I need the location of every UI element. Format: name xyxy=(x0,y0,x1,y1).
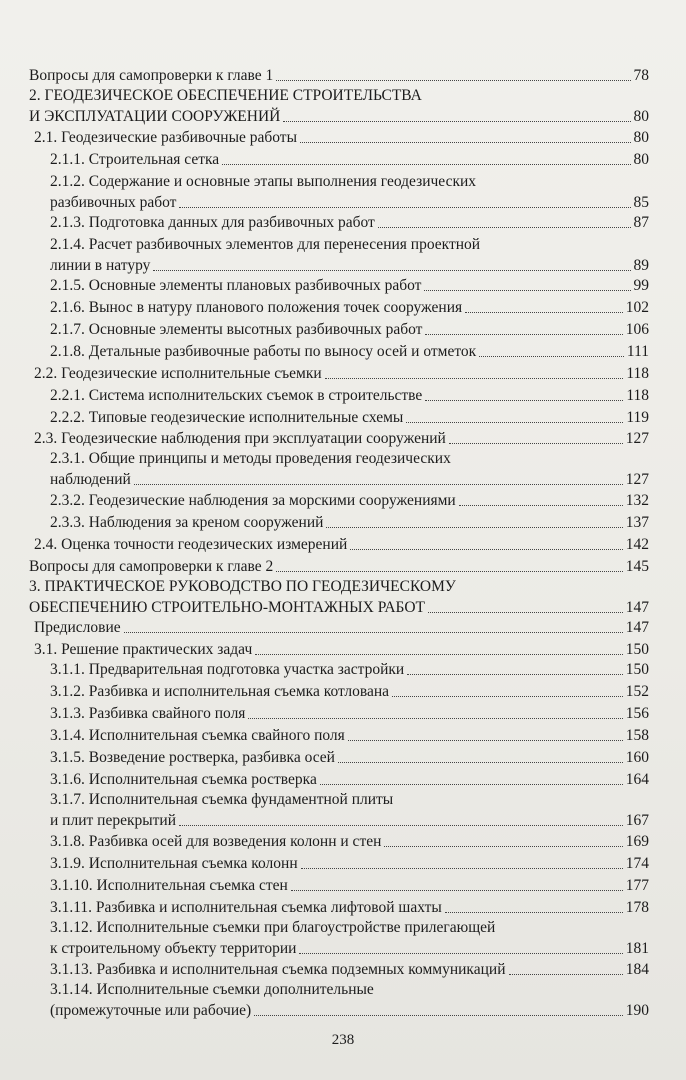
toc-entry-row xyxy=(50,513,649,532)
toc-page-number: 137 xyxy=(625,514,649,531)
toc-entry-row xyxy=(29,107,649,126)
toc-entry-title: 3.1.6. Исполнительная съемка ростверка xyxy=(50,771,317,788)
dot-leader xyxy=(320,784,623,785)
toc-page-number: 106 xyxy=(625,321,649,338)
toc-entry-row xyxy=(50,276,649,295)
toc-entry-row xyxy=(34,640,649,659)
toc-entry-title-line: 3.1.12. Исполнительные съемки при благоустройстве прилегающей xyxy=(50,919,496,936)
toc-entry-row xyxy=(50,150,649,169)
dot-leader xyxy=(384,846,622,847)
toc-entry-title: линии в натуру xyxy=(50,257,151,274)
toc-page-number: 111 xyxy=(626,343,649,360)
toc-page-number: 181 xyxy=(625,940,649,957)
dot-leader xyxy=(124,632,623,633)
dot-leader xyxy=(465,312,623,313)
toc-page-number: 118 xyxy=(626,365,649,382)
toc-entry-row xyxy=(50,298,649,317)
toc-entry-title: 2.3. Геодезические наблюдения при эксплуатации сооружений xyxy=(34,430,446,447)
toc-entry-row xyxy=(50,682,649,701)
toc-page-number: 89 xyxy=(633,257,649,274)
dot-leader xyxy=(459,505,623,506)
toc-entry-title: 3.1.5. Возведение ростверка, разбивка осей xyxy=(50,749,335,766)
toc-page-number: 152 xyxy=(625,683,649,700)
toc-entry-row xyxy=(50,342,649,361)
toc-entry-title: 3.1. Решение практических задач xyxy=(34,641,253,658)
dot-leader xyxy=(445,912,623,913)
toc-entry-row xyxy=(50,408,649,427)
toc-page-number: 85 xyxy=(633,194,649,211)
toc-entry-row xyxy=(50,386,649,405)
toc-entry-title: 3.1.2. Разбивка и исполнительная съемка котлована xyxy=(50,683,390,700)
toc-entry-title: 3.1.4. Исполнительная съемка свайного поля xyxy=(50,727,345,744)
toc-page-number: 160 xyxy=(625,749,649,766)
toc-entry-title: 3.1.11. Разбивка и исполнительная съемка лифтовой шахты xyxy=(50,899,442,916)
toc-entry-title: 3.1.10. Исполнительная съемка стен xyxy=(50,877,288,894)
dot-leader xyxy=(179,825,623,826)
toc-entry-row xyxy=(34,429,649,448)
toc-page-number: 169 xyxy=(625,833,649,850)
toc-entry-title: 2.1.8. Детальные разбивочные работы по выносу осей и отметок xyxy=(50,343,477,360)
toc-entry-row xyxy=(50,1001,649,1020)
toc-entry-row xyxy=(50,898,649,917)
dot-leader xyxy=(291,890,623,891)
dot-leader xyxy=(338,762,623,763)
dot-leader xyxy=(428,612,623,613)
dot-leader xyxy=(406,422,623,423)
dot-leader xyxy=(283,121,630,122)
toc-entry-title: 2.1.5. Основные элементы плановых разбивочных работ xyxy=(50,277,422,294)
toc-entry-title-line: 2.1.2. Содержание и основные этапы выполнения геодезических xyxy=(50,173,477,190)
dot-leader xyxy=(509,974,623,975)
toc-entry-row xyxy=(50,876,649,895)
toc-entry-title-line: 2. ГЕОДЕЗИЧЕСКОЕ ОБЕСПЕЧЕНИЕ СТРОИТЕЛЬСТВА xyxy=(29,87,422,104)
toc-entry-title: 2.2.1. Система исполнительских съемок в строительстве xyxy=(50,387,423,404)
toc-entry-title: И ЭКСПЛУАТАЦИИ СООРУЖЕНИЙ xyxy=(29,108,281,125)
toc-entry-title: 2.4. Оценка точности геодезических измерений xyxy=(34,536,348,553)
toc-entry-row xyxy=(34,618,649,637)
toc-entry-row xyxy=(50,726,649,745)
toc-entry-row xyxy=(50,832,649,851)
toc-page-number: 127 xyxy=(625,471,649,488)
toc-entry-title-line: 2.3.1. Общие принципы и методы проведения геодезических xyxy=(50,450,451,467)
dot-leader xyxy=(276,571,623,572)
dot-leader xyxy=(153,270,630,271)
toc-entry-title: 2.2. Геодезические исполнительные съемки xyxy=(34,365,322,382)
toc-entry-title: 3.1.8. Разбивка осей для возведения колонн и стен xyxy=(50,833,382,850)
dot-leader xyxy=(425,334,622,335)
toc-entry-row xyxy=(50,491,649,510)
dot-leader xyxy=(449,443,623,444)
dot-leader xyxy=(222,164,630,165)
toc-entry-title: Предисловие xyxy=(34,619,121,636)
dot-leader xyxy=(300,142,631,143)
toc-entry-title: 2.1. Геодезические разбивочные работы xyxy=(34,129,297,146)
toc-entry-row xyxy=(50,213,649,232)
page-number: 238 xyxy=(331,1032,355,1048)
toc-page-number: 167 xyxy=(625,812,649,829)
toc-page-number: 87 xyxy=(633,214,649,231)
toc-entry-title: наблюдений xyxy=(50,471,131,488)
toc-page-number: 145 xyxy=(625,558,649,575)
dot-leader xyxy=(425,400,623,401)
toc-entry-title: разбивочных работ xyxy=(50,194,177,211)
toc-page-number: 158 xyxy=(625,727,649,744)
dot-leader xyxy=(326,527,622,528)
toc-entry-row xyxy=(29,557,649,576)
toc-entry-title: 3.1.13. Разбивка и исполнительная съемка подземных коммуникаций xyxy=(50,961,506,978)
toc-page-number: 118 xyxy=(626,387,649,404)
dot-leader xyxy=(424,290,630,291)
toc-entry-title: 2.1.1. Строительная сетка xyxy=(50,151,220,168)
dot-leader xyxy=(301,868,623,869)
toc-page-number: 177 xyxy=(625,877,649,894)
toc-entry-title: 2.1.6. Вынос в натуру планового положения точек сооружения xyxy=(50,299,463,316)
toc-page-number: 184 xyxy=(625,961,649,978)
toc-entry-row xyxy=(50,960,649,979)
toc-page-number: 127 xyxy=(625,430,649,447)
toc-entry-row xyxy=(34,128,649,147)
toc-page-number: 78 xyxy=(633,67,649,84)
toc-entry-title: Вопросы для самопроверки к главе 2 xyxy=(29,558,274,575)
toc-entry-row xyxy=(50,193,649,212)
toc-page-number: 142 xyxy=(625,536,649,553)
toc-entry-title: Вопросы для самопроверки к главе 1 xyxy=(29,67,274,84)
toc-entry-row xyxy=(50,770,649,789)
dot-leader xyxy=(348,740,623,741)
toc-entry-row xyxy=(50,470,649,489)
toc-page-number: 164 xyxy=(625,771,649,788)
toc-page-number: 80 xyxy=(633,151,649,168)
toc-page-number: 119 xyxy=(626,409,649,426)
toc-page-number: 80 xyxy=(633,129,649,146)
toc-entry-title: 2.1.3. Подготовка данных для разбивочных работ xyxy=(50,214,375,231)
toc-entry-row xyxy=(34,535,649,554)
toc-entry-title: 3.1.1. Предварительная подготовка участка застройки xyxy=(50,661,405,678)
toc-entry-row xyxy=(50,660,649,679)
toc-entry-title: 3.1.9. Исполнительная съемка колонн xyxy=(50,855,298,872)
toc-page-number: 156 xyxy=(625,705,649,722)
toc-entry-row xyxy=(29,598,649,617)
dot-leader xyxy=(276,80,630,81)
toc-page-number: 147 xyxy=(625,599,649,616)
toc-entry-row xyxy=(50,939,649,958)
toc-entry-row xyxy=(50,704,649,723)
toc-entry-title-line: 3. ПРАКТИЧЕСКОЕ РУКОВОДСТВО ПО ГЕОДЕЗИЧЕСКОМУ xyxy=(29,578,456,595)
toc-page-number: 132 xyxy=(625,492,649,509)
toc-entry-title-line: 3.1.14. Исполнительные съемки дополнительные xyxy=(50,981,374,998)
toc-entry-title-line: 3.1.7. Исполнительная съемка фундаментной плиты xyxy=(50,791,394,808)
toc-entry-title: ОБЕСПЕЧЕНИЮ СТРОИТЕЛЬНО-МОНТАЖНЫХ РАБОТ xyxy=(29,599,426,616)
toc-entry-title: (промежуточные или рабочие) xyxy=(50,1002,252,1019)
toc-page-number: 150 xyxy=(625,661,649,678)
dot-leader xyxy=(378,227,631,228)
toc-entry-title: 2.1.7. Основные элементы высотных разбивочных работ xyxy=(50,321,423,338)
toc-entry-row xyxy=(50,854,649,873)
toc-entry-title: 2.3.3. Наблюдения за креном сооружений xyxy=(50,514,324,531)
dot-leader xyxy=(350,549,622,550)
toc-entry-row xyxy=(50,256,649,275)
dot-leader xyxy=(392,696,623,697)
toc-entry-row xyxy=(34,364,649,383)
toc-page-number: 190 xyxy=(625,1002,649,1019)
toc-page-number: 80 xyxy=(633,108,649,125)
toc-page-number: 178 xyxy=(625,899,649,916)
dot-leader xyxy=(248,718,622,719)
toc-entry-row xyxy=(50,748,649,767)
dot-leader xyxy=(255,654,623,655)
toc-entry-title: 2.2.2. Типовые геодезические исполнительные схемы xyxy=(50,409,404,426)
toc-page-number: 99 xyxy=(633,277,649,294)
dot-leader xyxy=(299,953,622,954)
toc-entry-title: 2.3.2. Геодезические наблюдения за морскими сооружениями xyxy=(50,492,456,509)
toc-entry-title: и плит перекрытий xyxy=(50,812,177,829)
dot-leader xyxy=(134,484,623,485)
toc-entry-title-line: 2.1.4. Расчет разбивочных элементов для перенесения проектной xyxy=(50,236,481,253)
toc-page-number: 174 xyxy=(625,855,649,872)
toc-entry-row xyxy=(50,811,649,830)
toc-page-number: 150 xyxy=(625,641,649,658)
dot-leader xyxy=(179,207,630,208)
toc-entry-row xyxy=(29,66,649,85)
dot-leader xyxy=(407,674,623,675)
toc-entry-row xyxy=(50,320,649,339)
toc-entry-title: 3.1.3. Разбивка свайного поля xyxy=(50,705,246,722)
toc-page-number: 147 xyxy=(625,619,649,636)
dot-leader xyxy=(254,1015,623,1016)
toc-page-number: 102 xyxy=(625,299,649,316)
dot-leader xyxy=(479,356,624,357)
dot-leader xyxy=(325,378,624,379)
toc-entry-title: к строительному объекту территории xyxy=(50,940,297,957)
